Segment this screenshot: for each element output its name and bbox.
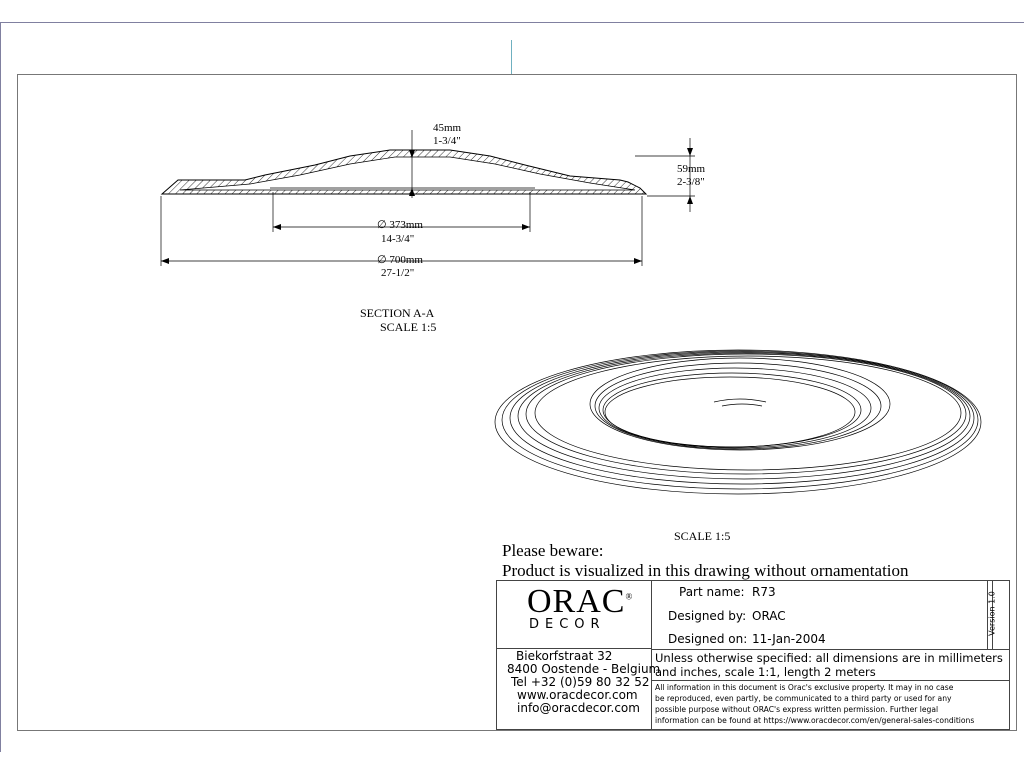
date-label: Designed on: [668,632,748,646]
height-mm-label: 45mm [433,122,462,134]
address-phone: Tel +32 (0)59 80 32 52 [511,675,650,689]
outer-diameter-in-label: 27-1/2" [381,267,415,279]
outer-diameter-mm-label: ∅ 700mm [377,254,423,266]
units-note-line1: Unless otherwise specified: all dimensions are in millimeters [655,651,1003,665]
inner-diameter-in-label: 14-3/4" [381,233,415,245]
units-note-line2: and inches, scale 1:1, length 2 meters [655,665,876,679]
designer-label: Designed by: [668,609,747,623]
legal-line1: All information in this document is Orac's exclusive property. It may in no case [655,683,954,692]
total-height-mm-label: 59mm [677,163,706,175]
height-in-label: 1-3/4" [433,135,461,147]
isometric-view [490,340,1010,505]
view-scale: SCALE 1:5 [674,529,731,543]
top-rule [0,22,1024,23]
address-street: Biekorfstraat 32 [516,649,613,663]
section-scale: SCALE 1:5 [380,320,437,334]
part-value: R73 [752,585,776,599]
address-web[interactable]: www.oracdecor.com [517,688,638,702]
legal-line2: be reproduced, even partly, be communicated to a third party or used for any [655,694,952,703]
notice-line1: Please beware: [502,541,604,560]
center-mark [511,40,512,74]
section-title: SECTION A-A [360,306,435,320]
address-city: 8400 Oostende - Belgium [507,662,661,676]
notice-line2: Product is visualized in this drawing without ornamentation [502,561,909,580]
section-drawing [150,120,710,280]
logo-main [527,583,633,621]
logo-sub: DECOR [529,617,606,632]
legal-line3: possible purpose without ORAC's express written permission. Further legal [655,705,939,714]
left-rule [0,22,1,752]
designer-value: ORAC [752,609,786,623]
legal-line4: information can be found at https://www.oracdecor.com/en/general-sales-conditions [655,716,975,725]
address-email[interactable]: info@oracdecor.com [517,701,640,715]
registered-mark: ® [625,591,634,602]
part-label: Part name: [679,585,745,599]
logo-word: ORAC [527,583,626,620]
version-label: Version 1.0 [987,591,997,636]
total-height-in-label: 2-3/8" [677,176,705,188]
date-value: 11-Jan-2004 [752,632,826,646]
inner-diameter-mm-label: ∅ 373mm [377,219,423,231]
